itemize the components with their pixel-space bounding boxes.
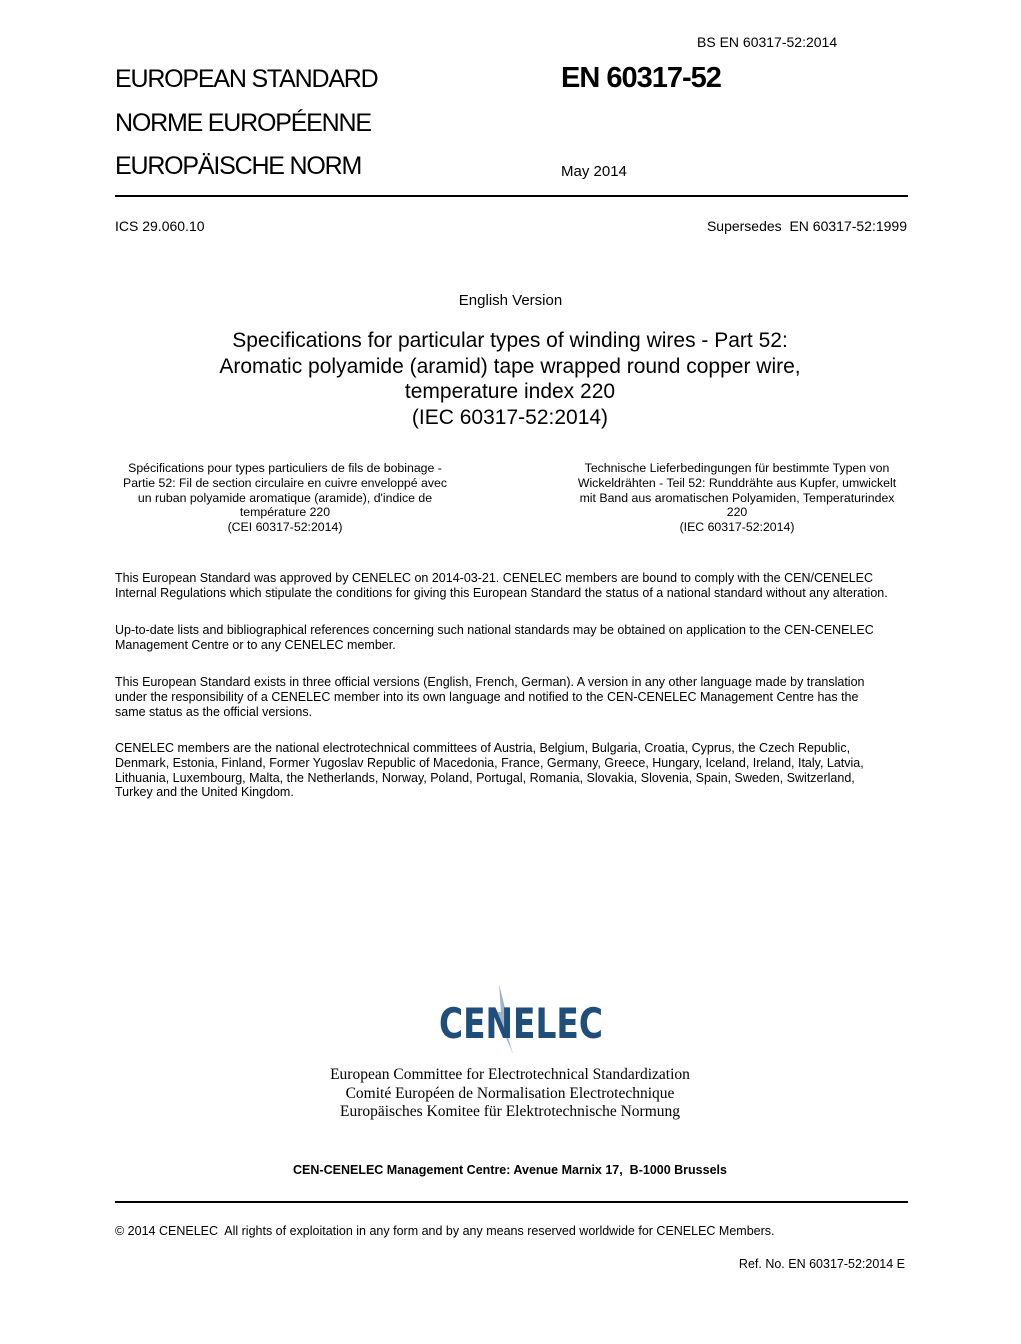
title-line: (IEC 60317-52:2014) — [411, 405, 609, 429]
french-title-line: (CEI 60317-52:2014) — [227, 520, 343, 535]
document-reference: BS EN 60317-52:2014 — [697, 34, 838, 50]
title-line: Aromatic polyamide (aramid) tape wrapped round copper wire, — [219, 354, 801, 378]
german-title-line: 220 — [726, 505, 748, 520]
paragraph-line: CENELEC members are the national electrotechnical committees of Austria, Belgium, Bulgaria, Croatia, Cyprus, the Czech Republic, — [115, 741, 851, 755]
reference-number: Ref. No. EN 60317-52:2014 E — [738, 1257, 905, 1271]
german-title-line: Technische Lieferbedingungen für bestimmte Typen von — [584, 461, 890, 475]
paragraph-line: Lithuania, Luxembourg, Malta, the Netherlands, Norway, Poland, Portugal, Romania, Slovakia, Slovenia, Spain, Sweden, Switzerland, — [115, 770, 855, 785]
paragraph-line: Up-to-date lists and bibliographical references concerning such national standards may be obtained on application to the CEN-CENELEC — [115, 623, 874, 637]
paragraph-line: under the responsibility of a CENELEC member into its own language and notified to the CEN-CENELEC Management Centre has the — [115, 689, 859, 704]
paragraph-line: Turkey and the United Kingdom. — [115, 785, 294, 800]
paragraph-line: same status as the official versions. — [115, 704, 313, 719]
language-version: English Version — [458, 292, 563, 309]
versions-paragraph — [115, 675, 907, 719]
publication-date: May 2014 — [561, 163, 627, 180]
ics-code: ICS 29.060.10 — [115, 218, 205, 234]
french-title-line: température 220 — [239, 505, 331, 520]
standard-label-en: EUROPEAN STANDARD — [115, 65, 378, 93]
references-paragraph — [115, 623, 907, 653]
paragraph-line: Management Centre or to any CENELEC member. — [115, 637, 396, 652]
french-title-line: Spécifications pour types particuliers de fils de bobinage - — [128, 461, 442, 475]
standard-label-de: EUROPÄISCHE NORM — [115, 152, 362, 180]
german-title-line: Wickeldrähten - Teil 52: Runddrähte aus Kupfer, umwickelt — [577, 475, 897, 490]
management-centre-address: CEN-CENELEC Management Centre: Avenue Marnix 17, B-1000 Brussels — [293, 1163, 727, 1177]
german-title-line: (IEC 60317-52:2014) — [679, 520, 795, 535]
french-title-line: Partie 52: Fil de section circulaire en cuivre enveloppé avec — [123, 475, 447, 490]
paragraph-line: This European Standard was approved by CENELEC on 2014-03-21. CENELEC members are bound to comply with the CEN/CENELEC — [115, 571, 874, 585]
copyright-notice: © 2014 CENELEC All rights of exploitation in any form and by any means reserved worldwide for CENELEC Members. — [115, 1224, 775, 1238]
paragraph-line: Denmark, Estonia, Finland, Former Yugoslav Republic of Macedonia, France, Germany, Greece, Hungary, Iceland, Ireland, Italy, Latvia, — [115, 755, 864, 770]
committee-name: European Committee for Electrotechnical Standardization — [330, 1066, 690, 1083]
committee-names — [0, 1066, 1020, 1122]
committee-name: Europäisches Komitee für Elektrotechnische Normung — [339, 1103, 681, 1120]
committee-name: Comité Européen de Normalisation Electrotechnique — [345, 1084, 675, 1102]
cenelec-logo — [433, 982, 609, 1056]
standard-number: EN 60317-52 — [561, 62, 721, 94]
members-paragraph — [115, 741, 907, 800]
french-title-line: un ruban polyamide aromatique (aramide), d'indice de — [137, 490, 433, 505]
title-line: temperature index 220 — [404, 380, 616, 403]
header-divider — [115, 195, 908, 197]
supersedes-note: Supersedes EN 60317-52:1999 — [706, 218, 907, 234]
paragraph-line: Internal Regulations which stipulate the conditions for giving this European Standard the status of a national standard without any alteration. — [115, 585, 888, 600]
document-title — [115, 328, 905, 430]
title-line: Specifications for particular types of winding wires - Part 52: — [232, 329, 788, 352]
paragraph-line: This European Standard exists in three official versions (English, French, German). A version in any other language made by translation — [115, 675, 865, 689]
standard-label-fr: NORME EUROPÉENNE — [115, 109, 371, 137]
german-title-line: mit Band aus aromatischen Polyamiden, Temperaturindex — [579, 490, 895, 505]
french-title — [112, 461, 458, 535]
approval-paragraph — [115, 571, 907, 601]
footer-divider — [115, 1201, 908, 1203]
logo-wordmark: CENELEC — [439, 999, 603, 1048]
german-title — [564, 461, 910, 535]
